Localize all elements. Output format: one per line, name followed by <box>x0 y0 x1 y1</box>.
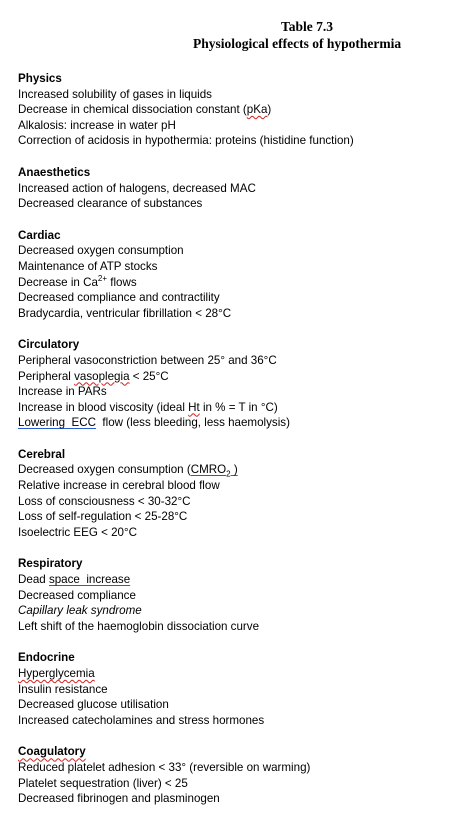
section-physics <box>18 71 448 149</box>
section-heading: Endocrine <box>18 651 75 665</box>
list-item: Decrease in chemical dissociation constant (pKa) <box>18 103 272 117</box>
list-item: Insulin resistance <box>18 682 108 696</box>
list-item: Left shift of the haemoglobin dissociation curve <box>18 619 260 633</box>
list-item: Peripheral vasoconstriction between 25° and 36°C <box>18 353 277 367</box>
list-item: Isoelectric EEG < 20°C <box>18 525 138 539</box>
section-coagulatory <box>18 744 448 806</box>
list-item <box>18 666 448 682</box>
list-item: Maintenance of ATP stocks <box>18 259 158 273</box>
table-number: Table 7.3 <box>281 19 334 34</box>
section-heading: Anaesthetics <box>18 165 91 179</box>
list-item: Lowering ECC flow (less bleeding, less haemolysis) <box>18 416 290 430</box>
list-item: Increased solubility of gases in liquids <box>18 87 212 101</box>
section-cerebral <box>18 447 448 541</box>
list-item: Peripheral vasoplegia < 25°C <box>18 369 169 383</box>
list-item: Loss of self-regulation < 25-28°C <box>18 510 188 524</box>
list-item: Increase in PARs <box>18 385 107 399</box>
list-item: Capillary leak syndrome <box>18 604 142 618</box>
section-cardiac <box>18 228 448 322</box>
section-respiratory <box>18 556 448 634</box>
section-heading: Physics <box>18 72 62 85</box>
section-heading: Coagulatory <box>18 745 86 759</box>
list-item: Decreased compliance and contractility <box>18 291 220 305</box>
grammar-phrase: $CMRO_2$ ) <box>190 463 238 479</box>
table-caption <box>0 18 461 52</box>
table-title: Physiological effects of hypothermia <box>193 36 402 51</box>
section-circulatory <box>18 337 448 431</box>
list-item: Correction of acidosis in hypothermia: proteins (histidine function) <box>18 134 354 148</box>
grammar-phrase: Lowering ECC <box>18 416 96 430</box>
list-item: Increase in blood viscosity (ideal Ht in % = T in °C) <box>18 400 278 414</box>
list-item: Decrease in $Ca^{2+}$ flows <box>18 273 137 289</box>
list-item: Decreased oxygen consumption <box>18 244 184 258</box>
spellcheck-word: pKa <box>246 103 268 117</box>
list-item: Decreased clearance of substances <box>18 197 203 211</box>
list-item: Reduced platelet adhesion < 33° (reversible on warming) <box>18 760 311 774</box>
list-item: Decreased glucose utilisation <box>18 698 169 712</box>
list-item: Relative increase in cerebral blood flow <box>18 479 220 493</box>
spellcheck-word: Hyperglycemia <box>18 667 95 680</box>
table-content <box>18 71 448 823</box>
list-item: Decreased oxygen consumption ($CMRO_2$ ) <box>18 463 238 479</box>
section-heading: Cardiac <box>18 228 61 242</box>
list-item: Alkalosis: increase in water pH <box>18 118 176 132</box>
list-item: Decreased fibrinogen and plasminogen <box>18 792 220 806</box>
list-item: Bradycardia, ventricular fibrillation < 28°C <box>18 306 232 320</box>
list-item: Increased catecholamines and stress hormones <box>18 713 265 727</box>
section-heading: Circulatory <box>18 338 80 352</box>
grammar-phrase: space increase <box>48 573 131 587</box>
section-anaesthetics <box>18 165 448 212</box>
list-item: Platelet sequestration (liver) < 25 <box>18 776 188 790</box>
section-heading: Cerebral <box>18 447 66 461</box>
list-item: Decreased compliance <box>18 588 136 602</box>
list-item: Loss of consciousness < 30-32°C <box>18 494 191 508</box>
section-endocrine <box>18 650 448 728</box>
list-item: Increased action of halogens, decreased MAC <box>18 181 256 195</box>
list-item: Dead space increase <box>18 573 131 587</box>
spellcheck-word: vasoplegia <box>74 369 130 383</box>
spellcheck-word: Ht <box>188 400 200 414</box>
section-heading: Respiratory <box>18 557 83 571</box>
